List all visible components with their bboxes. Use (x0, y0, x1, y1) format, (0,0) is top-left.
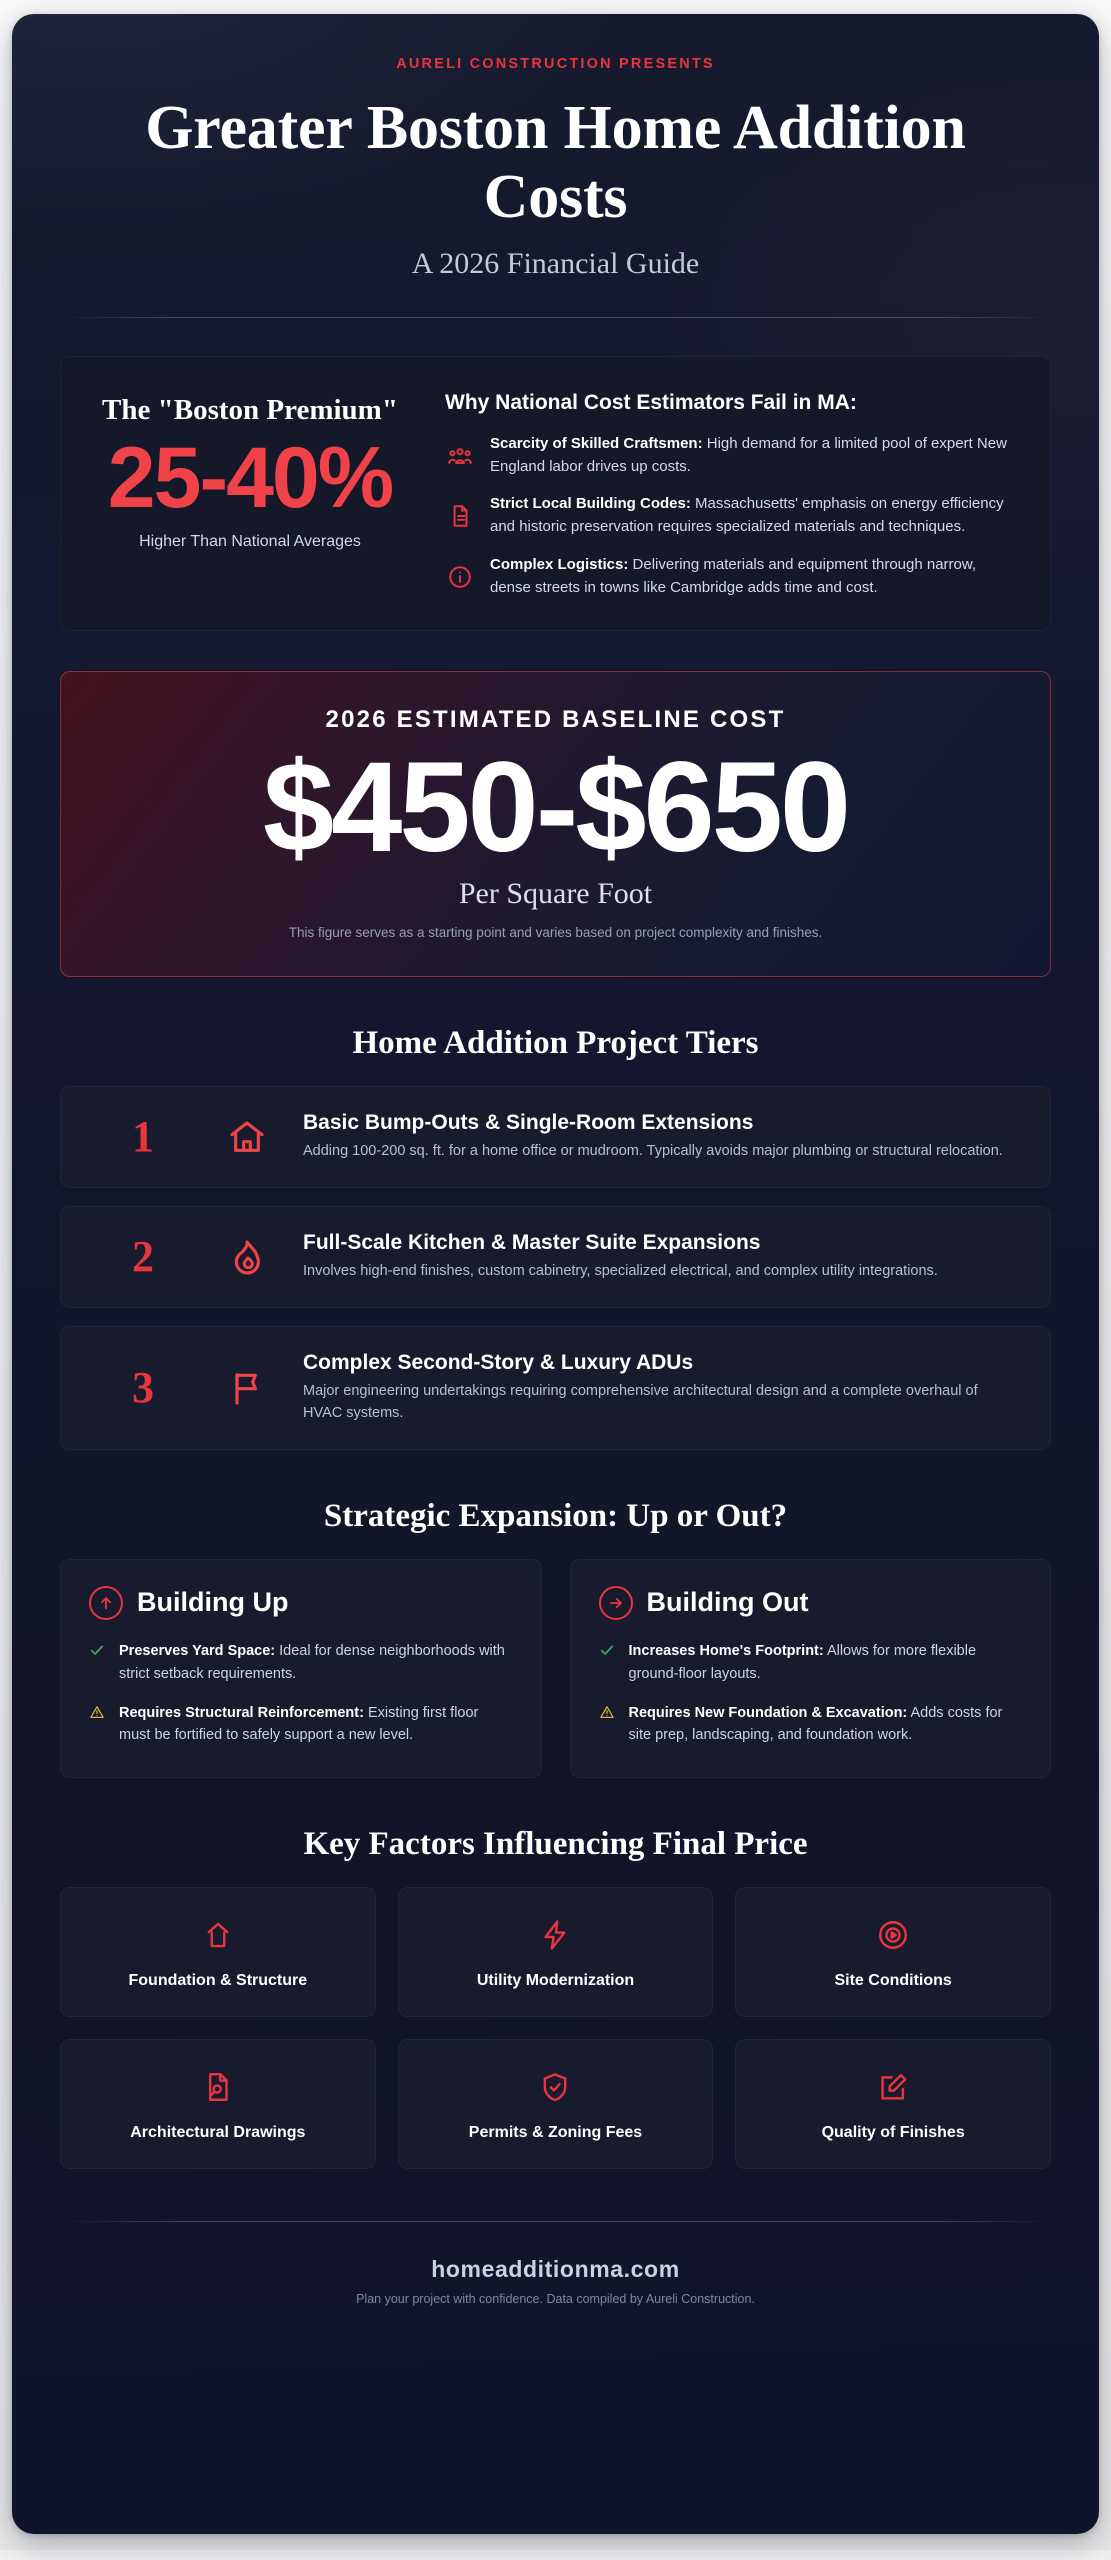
flame-icon (195, 1237, 299, 1277)
tier-number: 2 (132, 1231, 154, 1281)
play-circle-icon (746, 1918, 1040, 1952)
boston-premium-card (60, 356, 1051, 631)
strategy-point (89, 1702, 513, 1748)
factor-label: Permits & Zoning Fees (468, 2124, 643, 2142)
reason-item (445, 433, 1016, 479)
strategy-point-text (119, 1702, 513, 1748)
strategy-point (89, 1640, 513, 1686)
lightning-bolt-icon (409, 1918, 703, 1952)
tier-number: 3 (132, 1362, 154, 1412)
house-outline-icon (71, 1918, 365, 1952)
check-icon (89, 1640, 107, 1686)
factor-label: Foundation & Structure (128, 1972, 308, 1990)
baseline-cost-hero (60, 671, 1051, 978)
page-subtitle: A 2026 Financial Guide (411, 246, 700, 280)
tier-number: 1 (132, 1112, 154, 1162)
factor-label: Quality of Finishes (821, 2124, 965, 2142)
kicker-text: AURELI CONSTRUCTION PRESENTS (396, 56, 715, 72)
strategy-card-building-up (60, 1559, 542, 1779)
reason-item (445, 554, 1016, 600)
strategy-header (599, 1586, 1023, 1620)
strategy-point-body: Ideal for dense neighborhoods with strict setback requirements. (119, 1642, 505, 1682)
factor-card (60, 1887, 376, 2017)
arrow-up-circle-icon (89, 1586, 123, 1620)
footer-website[interactable]: homeadditionma.com (431, 2256, 680, 2283)
reason-text (490, 433, 1016, 479)
tiers-list (60, 1086, 1051, 1449)
people-group-icon (445, 441, 475, 471)
factors-section-title: Key Factors Influencing Final Price (303, 1826, 808, 1863)
flag-icon (195, 1368, 299, 1408)
tier-description: Involves high-end finishes, custom cabinetry, specialized electrical, and complex utility integrations. (303, 1262, 938, 1279)
factor-card (735, 1887, 1051, 2017)
check-icon (599, 1640, 617, 1686)
strategy-point-body: Adds costs for site prep, landscaping, and foundation work. (628, 1704, 1003, 1744)
tier-row (60, 1206, 1051, 1308)
strategy-card-building-out (570, 1559, 1052, 1779)
strategy-point-term: Increases Home's Footprint: (628, 1642, 824, 1659)
reason-body: Massachusetts' emphasis on energy efficiency and historic preservation requires specialized materials and techniques. (490, 495, 1004, 536)
premium-label: The "Boston Premium" (102, 393, 398, 426)
strategy-cards-row (60, 1559, 1051, 1779)
reason-term: Strict Local Building Codes: (490, 495, 691, 513)
strategy-title: Building Up (137, 1587, 289, 1618)
strategy-point-body: Allows for more flexible ground-floor layouts. (628, 1642, 977, 1682)
arrow-right-circle-icon (599, 1586, 633, 1620)
tier-title: Full-Scale Kitchen & Master Suite Expansions (303, 1230, 761, 1254)
blueprint-icon (71, 2070, 365, 2104)
strategy-point-term: Preserves Yard Space: (119, 1642, 276, 1659)
factor-card (60, 2039, 376, 2169)
tier-body (299, 1351, 1020, 1425)
premium-stat-column (89, 387, 411, 600)
strategy-title: Building Out (646, 1587, 809, 1618)
reason-term: Scarcity of Skilled Craftsmen: (490, 434, 703, 452)
factors-grid (60, 1887, 1051, 2169)
tier-title: Complex Second-Story & Luxury ADUs (303, 1350, 694, 1374)
footer-note: Plan your project with confidence. Data compiled by Aureli Construction. (356, 2292, 755, 2307)
tiers-section-title: Home Addition Project Tiers (352, 1025, 759, 1062)
hero-cost-note: This figure serves as a starting point and varies based on project complexity and finishes. (288, 925, 823, 941)
strategy-point (599, 1702, 1023, 1748)
page-title: Greater Boston Home Addition Costs (145, 94, 966, 232)
reason-text (490, 493, 1016, 539)
strategy-point-text (119, 1640, 513, 1686)
tier-body (299, 1231, 1020, 1283)
strategy-point-text (629, 1702, 1023, 1748)
info-circle-icon (445, 562, 475, 592)
header (60, 14, 1051, 318)
reason-body: Delivering materials and equipment through narrow, dense streets in towns like Cambridge adds time and cost. (490, 556, 977, 596)
factor-card (398, 1887, 714, 2017)
hero-label: 2026 ESTIMATED BASELINE COST (325, 705, 786, 733)
tier-title: Basic Bump-Outs & Single-Room Extensions (303, 1111, 754, 1135)
factor-label: Site Conditions (834, 1972, 952, 1990)
hero-cost-unit: Per Square Foot (458, 877, 653, 911)
edit-square-icon (746, 2070, 1040, 2104)
premium-stat-caption: Higher Than National Averages (139, 532, 361, 550)
tier-row (60, 1326, 1051, 1450)
strategy-point (599, 1640, 1023, 1686)
premium-reasons-column (445, 387, 1016, 600)
tier-description: Adding 100-200 sq. ft. for a home office or mudroom. Typically avoids major plumbing or structural relocation. (303, 1143, 1003, 1160)
factor-label: Architectural Drawings (130, 2124, 306, 2142)
hero-cost-value: $450-$650 (262, 735, 849, 879)
factor-card (398, 2039, 714, 2169)
header-divider (60, 317, 1051, 318)
strategy-point-term: Requires Structural Reinforcement: (119, 1704, 364, 1721)
shield-check-icon (409, 2070, 703, 2104)
reason-text (490, 554, 1016, 600)
factor-label: Utility Modernization (476, 1972, 635, 1990)
factor-card (735, 2039, 1051, 2169)
strategy-header (89, 1586, 513, 1620)
tier-description: Major engineering undertakings requiring comprehensive architectural design and a complete overhaul of HVAC systems. (303, 1382, 978, 1422)
reason-term: Complex Logistics: (490, 556, 629, 574)
reason-item (445, 493, 1016, 539)
reason-body: High demand for a limited pool of expert New England labor drives up costs. (490, 434, 1007, 475)
document-lines-icon (445, 501, 475, 531)
strategy-point-body: Existing first floor must be fortified to safely support a new level. (119, 1704, 479, 1744)
tier-body (299, 1111, 1020, 1163)
premium-stat-value: 25-40% (107, 430, 393, 527)
warning-triangle-icon (599, 1702, 617, 1748)
strategy-point-text (629, 1640, 1023, 1686)
premium-reasons-heading: Why National Cost Estimators Fail in MA: (445, 390, 857, 414)
footer (60, 2222, 1051, 2352)
infographic-page (12, 14, 1099, 2534)
warning-triangle-icon (89, 1702, 107, 1748)
strategy-point-term: Requires New Foundation & Excavation: (628, 1704, 908, 1721)
strategy-section-title: Strategic Expansion: Up or Out? (323, 1497, 788, 1534)
home-icon (195, 1117, 299, 1157)
tier-row (60, 1086, 1051, 1188)
